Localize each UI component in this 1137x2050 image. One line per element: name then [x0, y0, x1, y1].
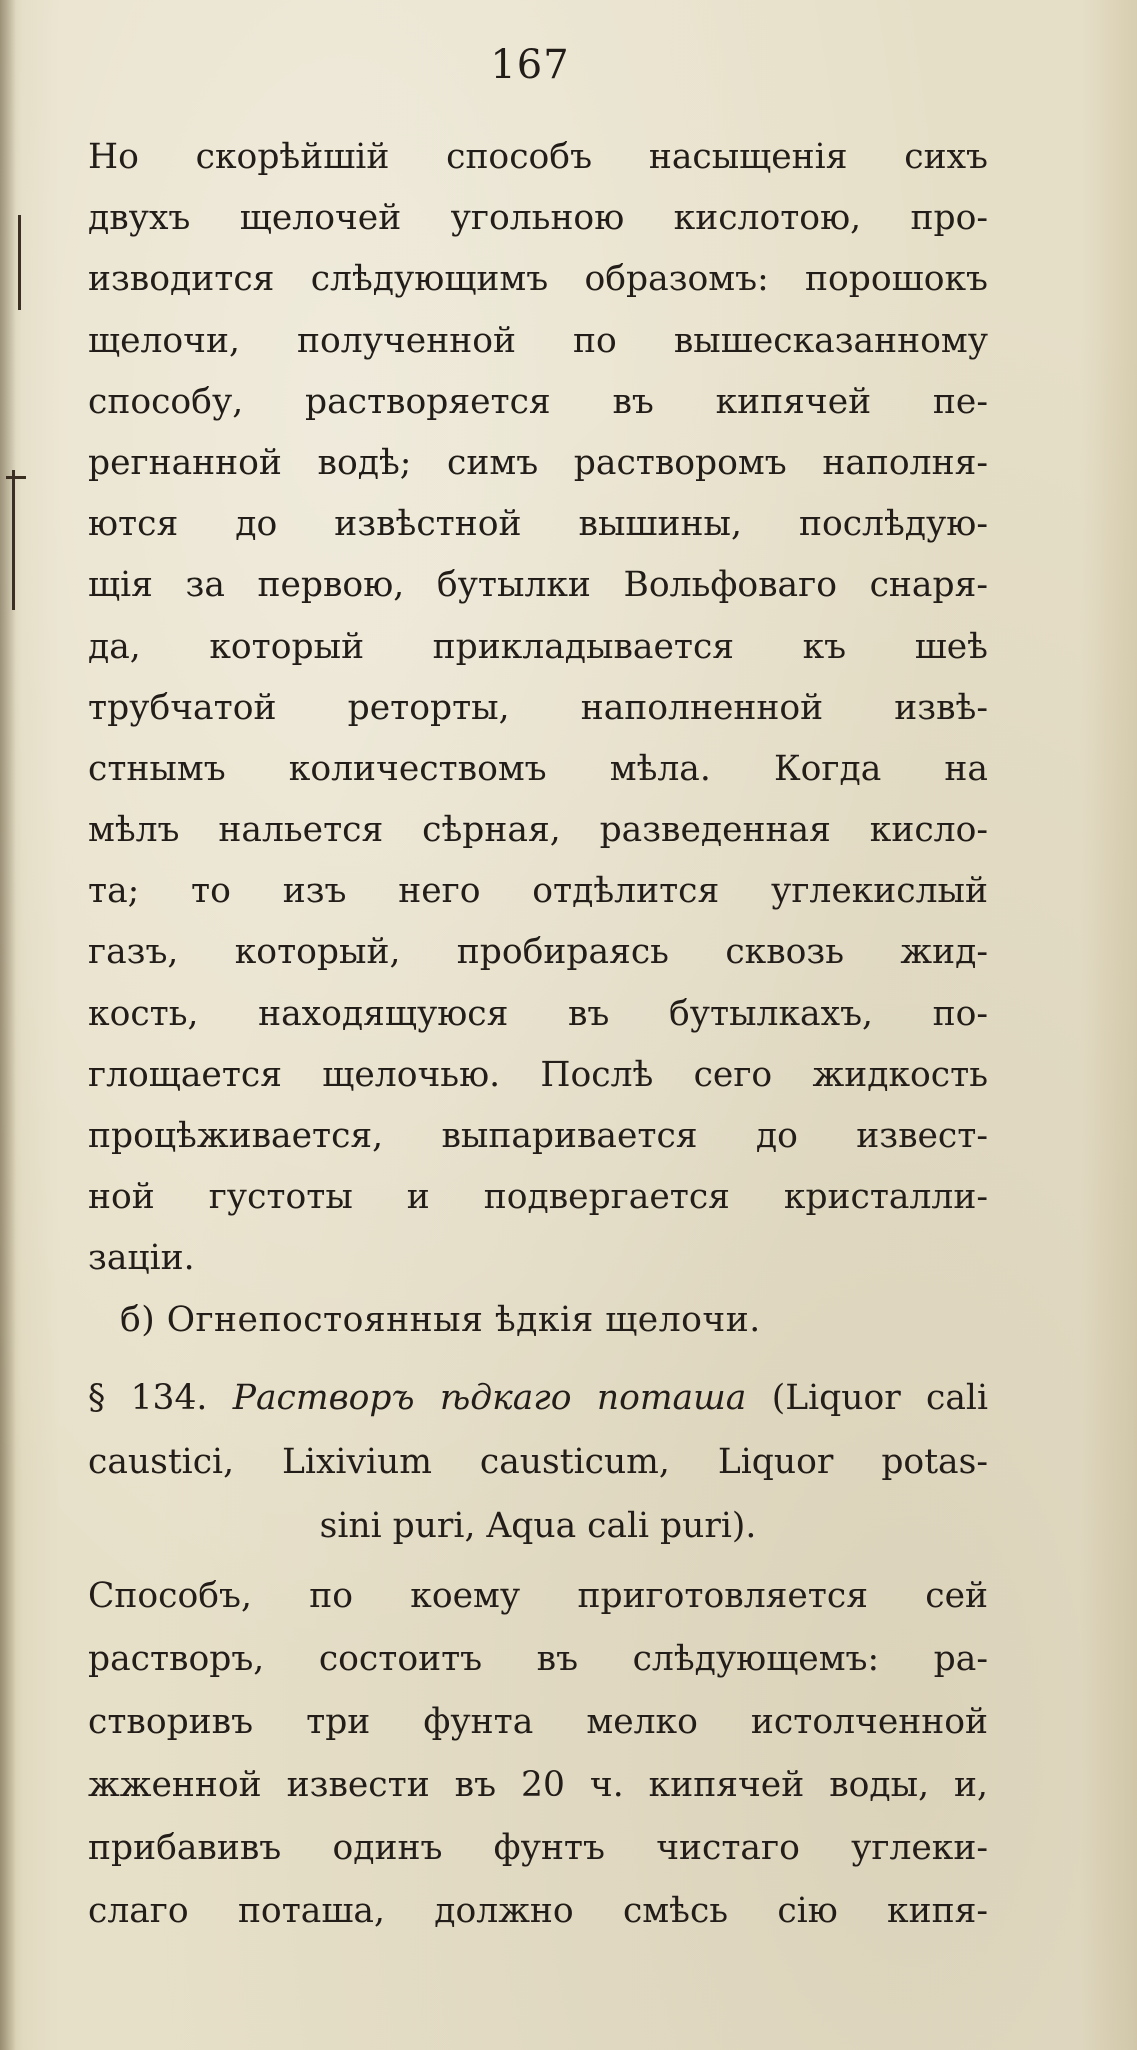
- paragraph-2: [88, 1565, 988, 1943]
- text-line: щія за первою, бутылки Вольфоваго снаря-: [88, 565, 988, 606]
- text-line: Но скорѣйшій способъ насыщенія сихъ: [88, 137, 988, 177]
- section-heading-line-3: sini puri, Aqua cali puri).: [319, 1506, 757, 1546]
- text-line: двухъ щелочей угольною кислотою, про-: [88, 198, 988, 239]
- text-line: мѣлъ нальется сѣрная, разведенная кисло-: [88, 810, 988, 851]
- text-line: Способъ, по коему приготовляется сей: [88, 1576, 988, 1616]
- text-line: способу, растворяется въ кипячей пе-: [88, 381, 988, 422]
- text-line: та; то изъ него отдѣлится углекислый: [88, 871, 988, 912]
- paragraph-1: [88, 127, 988, 1290]
- text-line: ной густоты и подвергается кристалли-: [88, 1177, 988, 1218]
- text-line: заціи.: [88, 1238, 195, 1279]
- text-line: изводится слѣдующимъ образомъ: порошокъ: [88, 259, 988, 300]
- section-heading-line-1: [88, 1366, 988, 1430]
- text-line: щелочи, полученной по вышесказанному: [88, 320, 988, 361]
- text-line: процѣживается, выпаривается до извест-: [88, 1116, 988, 1156]
- binding-shadow: [0, 0, 16, 2050]
- text-line: кость, находящуюся въ бутылкахъ, по-: [88, 993, 988, 1034]
- section-heading: [88, 1366, 988, 1558]
- text-line: прибавивъ одинъ фунтъ чистаго углеки-: [88, 1828, 988, 1868]
- section-number: § 134.: [88, 1378, 208, 1418]
- text-line: газъ, который, пробираясь сквозь жид-: [88, 932, 988, 973]
- text-line: да, который прикладывается къ шеѣ: [88, 626, 988, 667]
- text-line: растворъ, состоитъ въ слѣдующемъ: ра-: [88, 1639, 988, 1679]
- text-line: слаго поташа, должно смѣсь сію кипя-: [88, 1891, 988, 1931]
- margin-pencil-mark: [12, 470, 15, 610]
- text-line: трубчатой реторты, наполненной извѣ-: [88, 687, 988, 728]
- text-line: жженной извести въ 20 ч. кипячей воды, и,: [88, 1765, 988, 1805]
- page-number: 167: [490, 42, 570, 88]
- text-line: стнымъ количествомъ мѣла. Когда на: [88, 748, 988, 789]
- text-line: регнанной водѣ; симъ растворомъ наполня-: [88, 442, 988, 483]
- margin-pencil-mark: [18, 215, 21, 310]
- text-line: створивъ три фунта мелко истолченной: [88, 1702, 988, 1742]
- text-line: глощается щелочью. Послѣ сего жидкость: [88, 1054, 988, 1095]
- latin-name: (Liquor cali: [771, 1378, 988, 1418]
- section-heading-line-2: caustici, Lixivium causticum, Liquor potas-: [88, 1442, 988, 1482]
- margin-pencil-mark: [6, 476, 26, 479]
- text-line: ются до извѣстной вышины, послѣдую-: [88, 504, 988, 545]
- section-title: Растворъ ѣдкаго поташа: [232, 1378, 747, 1418]
- subsection-heading: б) Огнепостоянныя ѣдкія щелочи.: [120, 1300, 761, 1340]
